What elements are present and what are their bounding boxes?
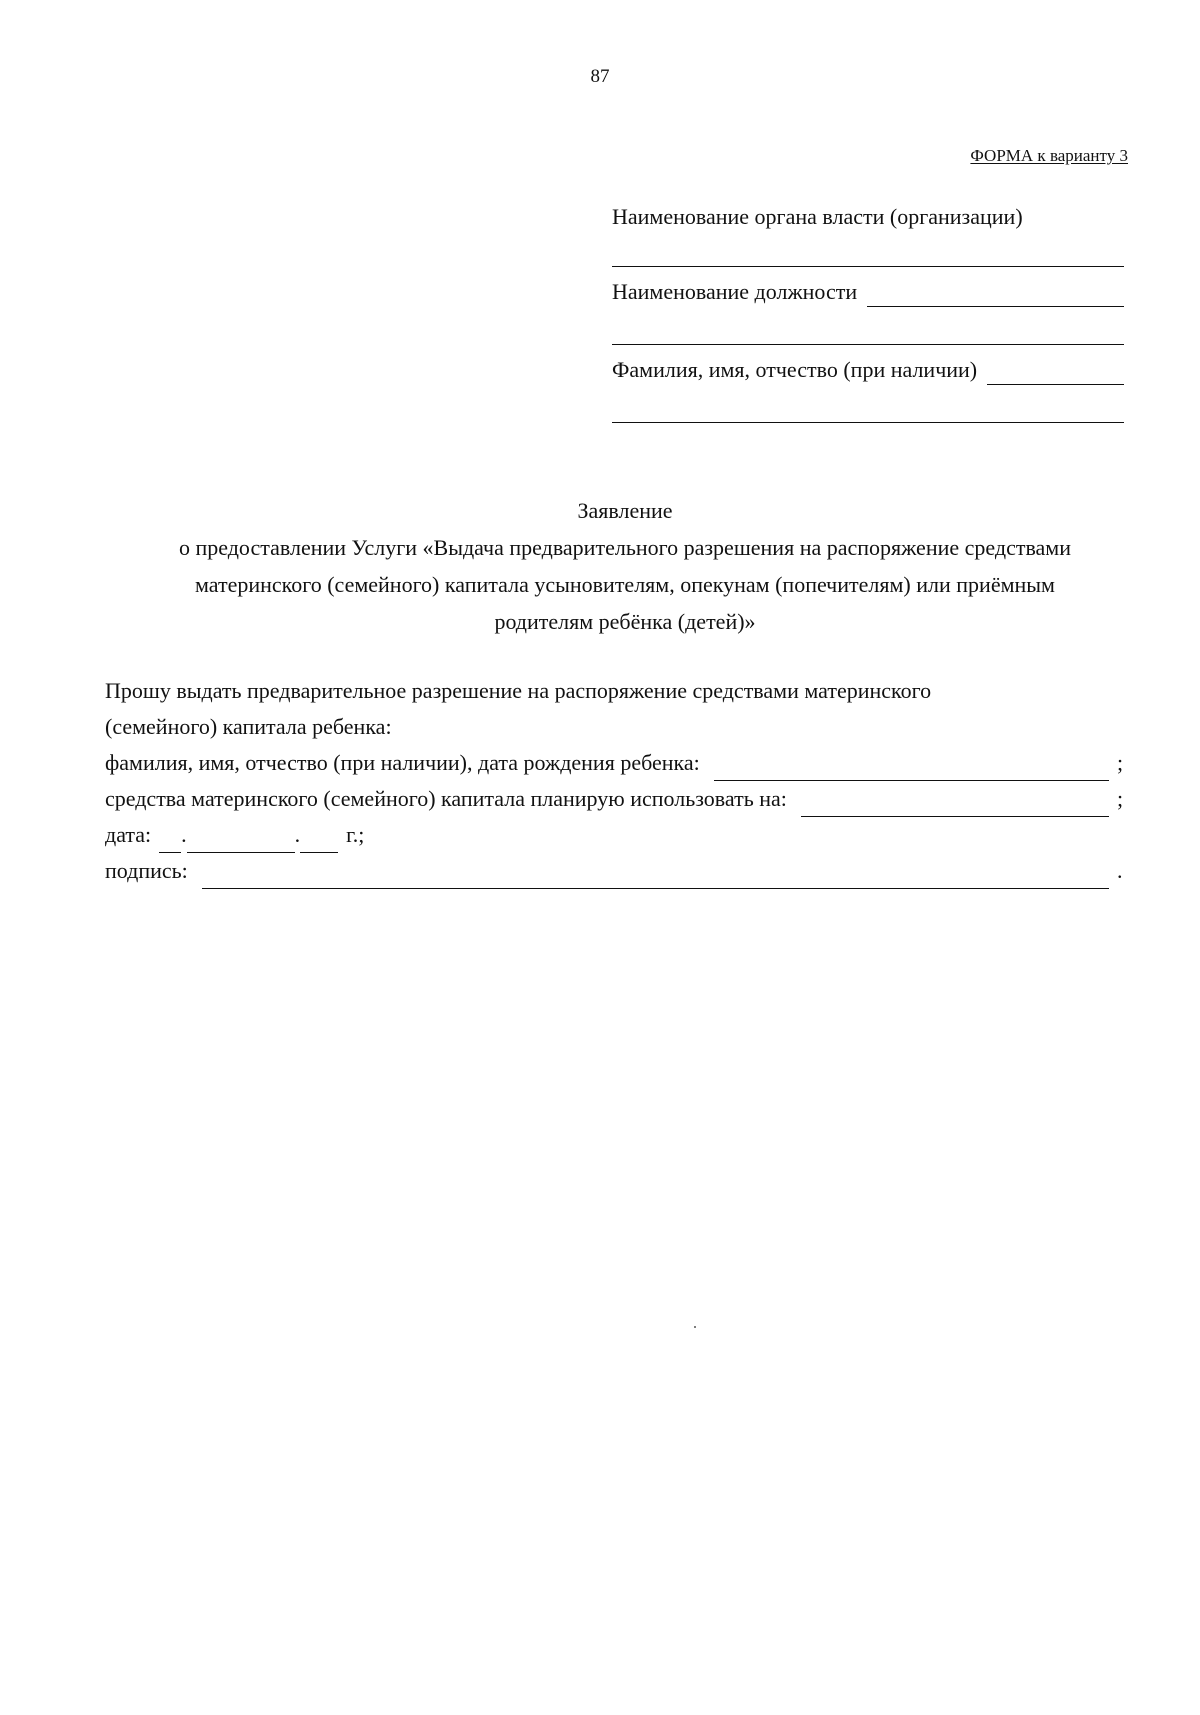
signature-field[interactable] [202, 864, 1109, 889]
application-subtitle-line-3: родителям ребёнка (детей)» [494, 609, 756, 634]
date-year-field[interactable] [300, 828, 338, 853]
date-label: дата: [105, 822, 152, 847]
child-info-row [105, 745, 1135, 781]
full-name-field-continued[interactable] [612, 421, 1124, 423]
position-name-field[interactable] [867, 284, 1124, 307]
page-number: 87 [590, 66, 610, 87]
application-title: Заявление [577, 498, 673, 523]
request-text-line-2: (семейного) капитала ребенка: [105, 714, 392, 739]
funds-usage-end: ; [1117, 786, 1124, 811]
authority-name-label: Наименование органа власти (организации) [612, 204, 1023, 229]
position-row [612, 277, 1124, 307]
child-info-label: фамилия, имя, отчество (при наличии), дата рождения ребенка: [105, 750, 700, 775]
full-name-field[interactable] [987, 362, 1124, 385]
child-info-end: ; [1117, 750, 1124, 775]
funds-usage-label: средства материнского (семейного) капитала планирую использовать на: [105, 786, 787, 811]
funds-usage-row [105, 781, 1135, 817]
child-info-field[interactable] [714, 756, 1109, 781]
request-text-line-1: Прошу выдать предварительное разрешение на распоряжение средствами материнского [105, 678, 932, 703]
position-name-label: Наименование должности [612, 279, 858, 304]
application-heading [80, 492, 1170, 640]
date-month-field[interactable] [187, 828, 295, 853]
full-name-label: Фамилия, имя, отчество (при наличии) [612, 357, 978, 382]
signature-row [105, 853, 1135, 889]
application-subtitle-line-1: о предоставлении Услуги «Выдача предварительного разрешения на распоряжение средствами [178, 535, 1072, 560]
date-year-suffix: г.; [346, 822, 365, 847]
full-name-row [612, 355, 1124, 385]
date-separator-2: . [294, 822, 301, 847]
funds-usage-field[interactable] [801, 792, 1109, 817]
date-separator-1: . [181, 822, 187, 847]
signature-end: . [1117, 858, 1123, 883]
application-subtitle-line-2: материнского (семейного) капитала усыновителям, опекунам (попечителям) или приёмным [195, 572, 1055, 597]
date-day-field[interactable] [159, 828, 181, 853]
scan-speck [694, 1326, 696, 1328]
date-row [105, 817, 1135, 853]
signature-label: подпись: [105, 858, 188, 883]
addressee-block [612, 202, 1124, 423]
application-body [105, 673, 1135, 889]
form-variant-label: ФОРМА к варианту 3 [970, 146, 1128, 165]
